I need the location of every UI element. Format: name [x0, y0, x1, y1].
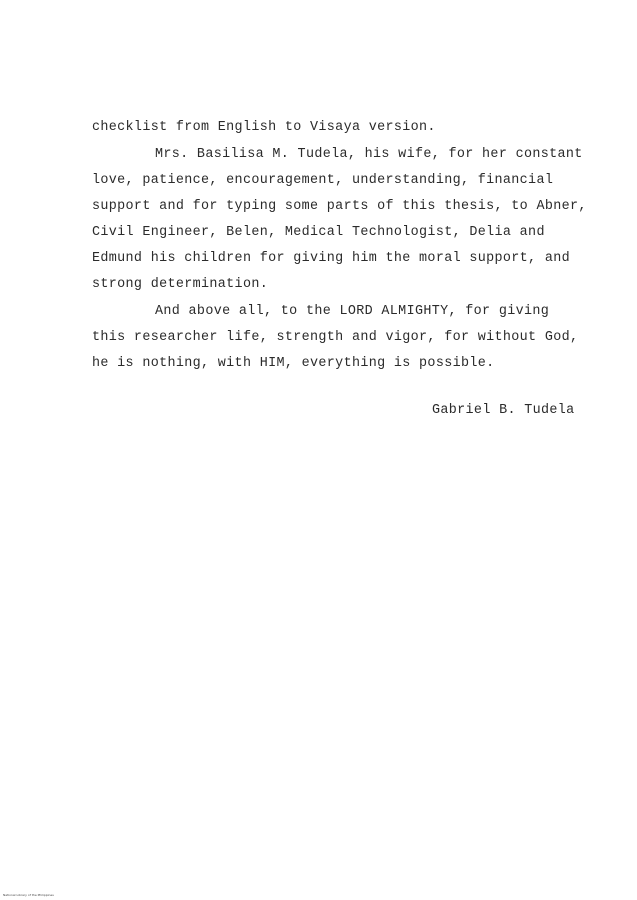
text-line: Civil Engineer, Belen, Medical Technologist, Delia and — [92, 225, 545, 240]
text-line: strong determination. — [92, 277, 269, 292]
paragraph-start-line: And above all, to the LORD ALMIGHTY, for giving — [155, 304, 550, 319]
paragraph-start-line: Mrs. Basilisa M. Tudela, his wife, for her constant — [155, 147, 583, 162]
text-line: this researcher life, strength and vigor, for without God, — [92, 330, 579, 345]
text-line: checklist from English to Visaya version. — [92, 120, 436, 135]
text-line: love, patience, encouragement, understanding, financial — [92, 173, 554, 188]
footer-text: National Library of the Philippines — [3, 893, 54, 897]
signature-name: Gabriel B. Tudela — [432, 403, 575, 418]
text-line: Edmund his children for giving him the moral support, and — [92, 251, 570, 266]
text-line: support and for typing some parts of this thesis, to Abner, — [92, 199, 587, 214]
text-line: he is nothing, with HIM, everything is possible. — [92, 356, 495, 371]
